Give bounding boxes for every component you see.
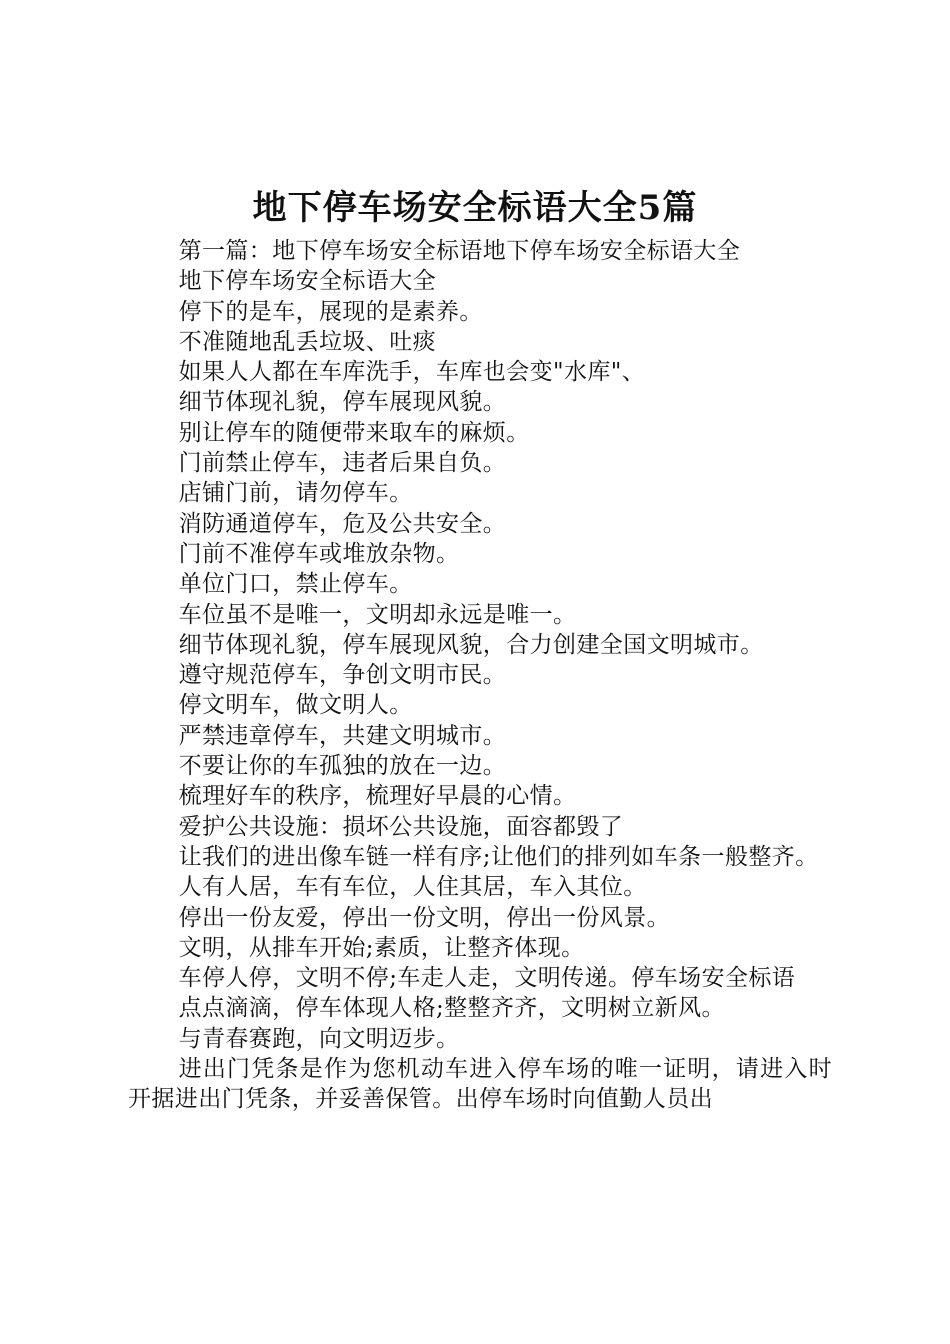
paragraph: 停下的是车，展现的是素养。 xyxy=(178,298,483,325)
paragraph: 人有人居，车有车位，人住其居，车入其位。 xyxy=(178,874,647,901)
paragraph: 细节体现礼貌，停车展现风貌，合力创建全国文明城市。 xyxy=(178,631,764,658)
paragraph: 地下停车场安全标语大全 xyxy=(178,268,436,295)
paragraph: 别让停车的随便带来取车的麻烦。 xyxy=(178,419,530,446)
document-title: 地下停车场安全标语大全5篇 xyxy=(252,188,698,228)
paragraph: 遵守规范停车，争创文明市民。 xyxy=(178,662,507,689)
paragraph: 让我们的进出像车链一样有序;让他们的排列如车条一般整齐。 xyxy=(178,843,819,870)
paragraph: 车停人停，文明不停;车走人走，文明传递。停车场安全标语 xyxy=(178,965,796,992)
paragraph: 停文明车，做文明人。 xyxy=(178,692,413,719)
paragraph: 与青春赛跑，向文明迈步。 xyxy=(178,1025,460,1052)
paragraph: 文明，从排车开始;素质，让整齐体现。 xyxy=(178,934,585,961)
paragraph: 梳理好车的秩序，梳理好早晨的心情。 xyxy=(178,783,577,810)
paragraph: 消防通道停车，危及公共安全。 xyxy=(178,510,507,537)
paragraph: 细节体现礼貌，停车展现风貌。 xyxy=(178,389,507,416)
paragraph: 进出门凭条是作为您机动车进入停车场的唯一证明，请进入时开据进出门凭条，并妥善保管。出停车场时向值勤人员出 xyxy=(128,1056,832,1113)
document-body xyxy=(128,236,832,1115)
paragraph: 不要让你的车孤独的放在一边。 xyxy=(178,753,507,780)
paragraph: 点点滴滴，停车体现人格;整整齐齐，文明树立新风。 xyxy=(178,995,725,1022)
paragraph: 门前禁止停车，违者后果自负。 xyxy=(178,450,507,477)
paragraph: 爱护公共设施：损坏公共设施，面容都毁了 xyxy=(178,813,624,840)
paragraph: 严禁违章停车，共建文明城市。 xyxy=(178,722,507,749)
paragraph: 不准随地乱丢垃圾、吐痰 xyxy=(178,328,436,355)
paragraph: 车位虽不是唯一，文明却永远是唯一。 xyxy=(178,601,577,628)
paragraph: 店铺门前，请勿停车。 xyxy=(178,480,413,507)
paragraph: 如果人人都在车库洗手，车库也会变"水库"、 xyxy=(178,359,646,386)
paragraph: 单位门口，禁止停车。 xyxy=(178,571,413,598)
paragraph: 停出一份友爱，停出一份文明，停出一份风景。 xyxy=(178,904,670,931)
paragraph: 第一篇：地下停车场安全标语地下停车场安全标语大全 xyxy=(178,238,741,264)
paragraph: 门前不准停车或堆放杂物。 xyxy=(178,540,460,567)
